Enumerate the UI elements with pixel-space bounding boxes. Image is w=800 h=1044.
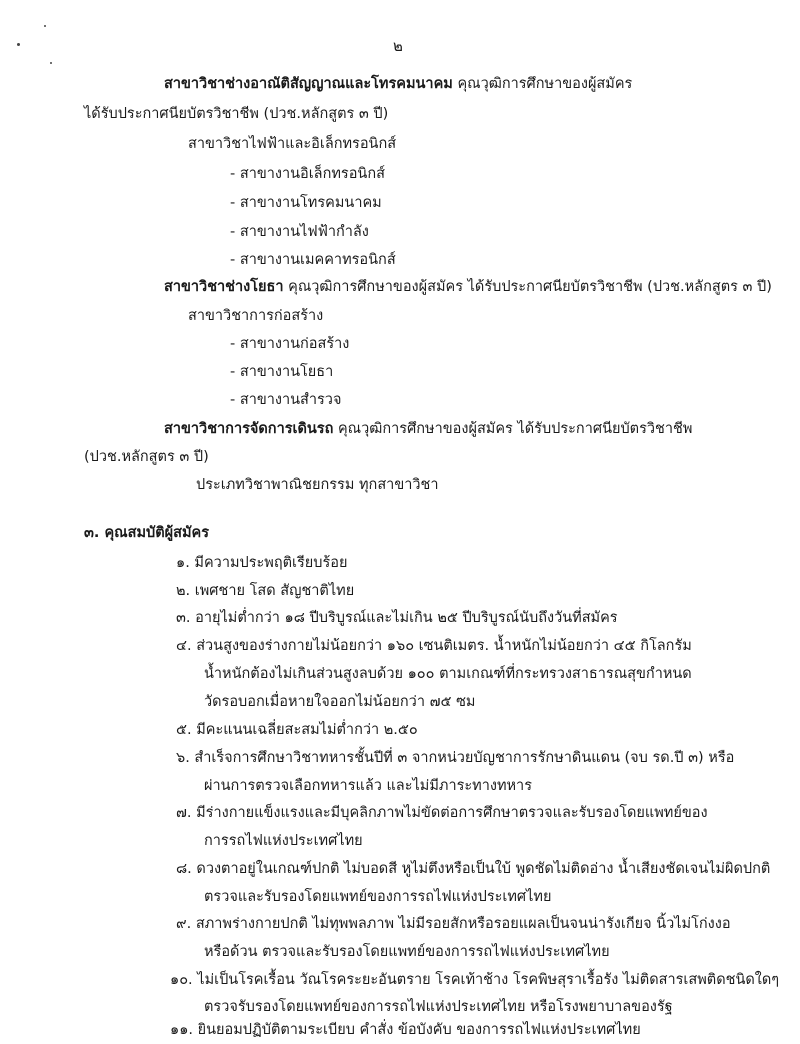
qualification-line: ผ่านการตรวจเลือกทหารแล้ว และไม่มีภาระทางทหาร — [204, 778, 532, 794]
operation-title: สาขาวิชาการจัดการเดินรถ — [164, 421, 334, 437]
telecom-item: - สาขางานเมคคาทรอนิกส์ — [230, 252, 396, 268]
qualification-line: หรือด้วน ตรวจและรับรองโดยแพทย์ของการรถไฟแห่งประเทศไทย — [204, 944, 610, 960]
qualification-line: ๓. อายุไม่ต่ำกว่า ๑๘ ปีบริบูรณ์และไม่เกิน ๒๕ ปีบริบูรณ์นับถึงวันที่สมัคร — [176, 610, 618, 626]
qualification-line: ๔. ส่วนสูงของร่างกายไม่น้อยกว่า ๑๖๐ เซนติเมตร. น้ำหนักไม่น้อยกว่า ๔๕ กิโลกรัม — [176, 638, 692, 654]
operation-cont: (ปวช.หลักสูตร ๓ ปี) — [84, 449, 209, 465]
telecom-cont: ได้รับประกาศนียบัตรวิชาชีพ (ปวช.หลักสูตร ๓ ปี) — [84, 106, 389, 122]
qualification-line: การรถไฟแห่งประเทศไทย — [204, 833, 363, 849]
qualification-line: วัดรอบอกเมื่อหายใจออกไม่น้อยกว่า ๗๕ ซม — [204, 694, 476, 710]
scan-speck — [50, 62, 52, 64]
telecom-item: - สาขางานอิเล็กทรอนิกส์ — [230, 166, 385, 182]
telecom-item: - สาขางานโทรคมนาคม — [230, 195, 382, 211]
qualification-line: ๑๑. ยินยอมปฏิบัติตามระเบียบ คำสั่ง ข้อบังคับ ของการรถไฟแห่งประเทศไทย — [170, 1022, 641, 1038]
operation-intro: คุณวุฒิการศึกษาของผู้สมัคร ได้รับประกาศนียบัตรวิชาชีพ — [337, 421, 693, 437]
civil-group: สาขาวิชาการก่อสร้าง — [188, 308, 324, 324]
operation-line-1 — [164, 419, 692, 439]
civil-intro: คุณวุฒิการศึกษาของผู้สมัคร ได้รับประกาศนียบัตรวิชาชีพ (ปวช.หลักสูตร ๓ ปี) — [288, 279, 772, 295]
civil-item: - สาขางานโยธา — [230, 364, 334, 380]
qualification-line: ตรวจรับรองโดยแพทย์ของการรถไฟแห่งประเทศไทย หรือโรงพยาบาลของรัฐ — [204, 999, 673, 1015]
qualification-line: ๑. มีความประพฤติเรียบร้อย — [176, 555, 348, 571]
telecom-title: สาขาวิชาช่างอาณัติสัญญาณและโทรคมนาคม — [164, 76, 453, 92]
telecom-line-1 — [164, 74, 632, 94]
qualification-line: ๙. สภาพร่างกายปกติ ไม่ทุพพลภาพ ไม่มีรอยสักหรือรอยแผลเป็นจนน่ารังเกียจ นิ้วไม่โก่งงอ — [176, 916, 731, 932]
civil-title: สาขาวิชาช่างโยธา — [164, 279, 284, 295]
qualification-line: ๕. มีคะแนนเฉลี่ยสะสมไม่ต่ำกว่า ๒.๕๐ — [176, 722, 418, 738]
qualification-line: ๗. มีร่างกายแข็งแรงและมีบุคลิกภาพไม่ขัดต่อการศึกษาตรวจและรับรองโดยแพทย์ของ — [176, 805, 708, 821]
telecom-item: - สาขางานไฟฟ้ากำลัง — [230, 224, 369, 240]
qualification-line: น้ำหนักต้องไม่เกินส่วนสูงลบด้วย ๑๐๐ ตามเกณฑ์ที่กระทรวงสาธารณสุขกำหนด — [204, 666, 692, 682]
qualification-line: ๒. เพศชาย โสด สัญชาติไทย — [176, 583, 355, 599]
civil-line-1 — [164, 277, 772, 297]
qualification-line: ๘. ดวงตาอยู่ในเกณฑ์ปกติ ไม่บอดสี หูไม่ตึงหรือเป็นใบ้ พูดชัดไม่ติดอ่าง น้ำเสียงชัดเจนไม่ผิดปกติ — [176, 861, 771, 877]
operation-group: ประเภทวิชาพาณิชยกรรม ทุกสาขาวิชา — [196, 477, 439, 493]
telecom-group: สาขาวิชาไฟฟ้าและอิเล็กทรอนิกส์ — [188, 136, 397, 152]
scan-speck — [17, 43, 20, 46]
civil-item: - สาขางานก่อสร้าง — [230, 336, 350, 352]
qualification-line: ๑๐. ไม่เป็นโรคเรื้อน วัณโรคระยะอันตราย โรคเท้าช้าง โรคพิษสุราเรื้อรัง ไม่ติดสารเสพติดชนิดใดๆ — [170, 972, 780, 988]
qualification-line: ตรวจและรับรองโดยแพทย์ของการรถไฟแห่งประเทศไทย — [204, 889, 552, 905]
scan-speck — [44, 25, 46, 27]
telecom-intro: คุณวุฒิการศึกษาของผู้สมัคร — [457, 76, 633, 92]
qualifications-heading: ๓. คุณสมบัติผู้สมัคร — [84, 525, 210, 541]
qualification-line: ๖. สำเร็จการศึกษาวิชาทหารชั้นปีที่ ๓ จากหน่วยบัญชาการรักษาดินแดน (จบ รด.ปี ๓) หรือ — [176, 750, 735, 766]
civil-item: - สาขางานสำรวจ — [230, 392, 342, 408]
page-number: ๒ — [393, 37, 403, 55]
